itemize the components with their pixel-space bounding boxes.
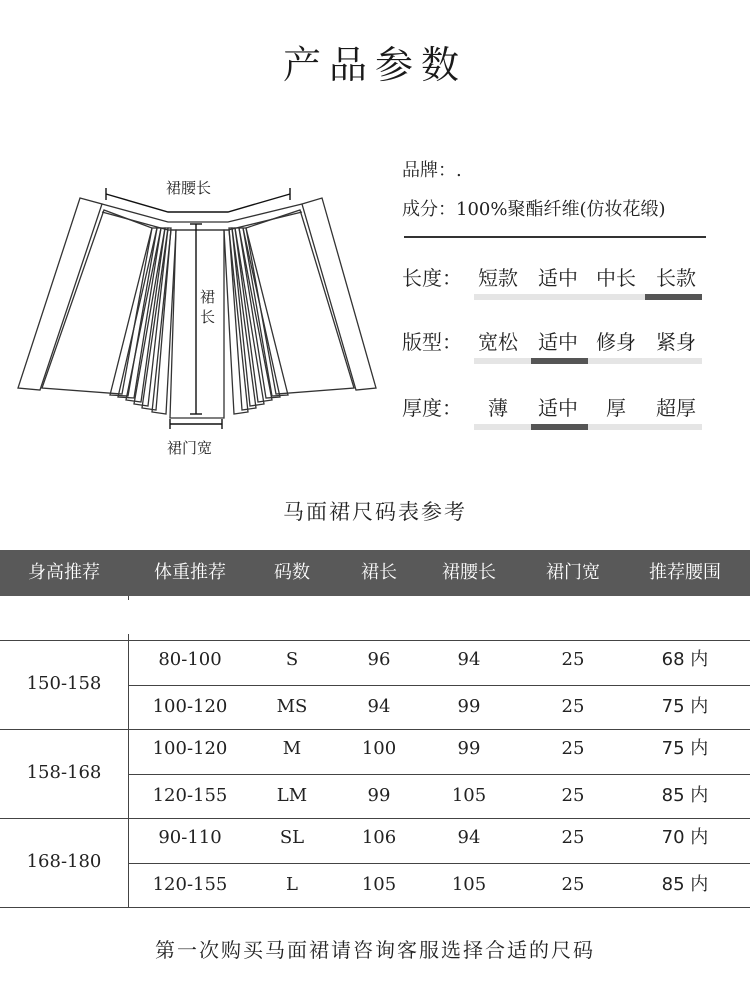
table-cell: 85 内 xyxy=(661,784,709,806)
table-cell: 68 内 xyxy=(661,649,709,670)
column-header: 推荐腰围 xyxy=(649,562,721,583)
table-cell: 99 xyxy=(367,784,391,806)
column-header: 裙腰长 xyxy=(442,562,496,583)
rating-selected-indicator xyxy=(645,294,702,300)
rating-option: 中长 xyxy=(596,266,636,290)
table-cell: 100-120 xyxy=(152,738,228,759)
table-cell: M xyxy=(282,738,302,759)
rating-option: 薄 xyxy=(488,396,508,420)
table-cell: 85 内 xyxy=(661,873,709,895)
page-title: 产品参数 xyxy=(282,43,467,87)
rating-option: 长款 xyxy=(656,266,696,290)
brand-value: . xyxy=(456,160,462,181)
table-cell: 25 xyxy=(561,827,585,848)
front-panel-width-label: 裙门宽 xyxy=(167,439,213,457)
table-cell: 105 xyxy=(451,784,487,806)
height-range-cell: 168-180 xyxy=(26,851,102,872)
table-cell: 25 xyxy=(561,738,585,759)
rating-option: 适中 xyxy=(538,396,578,420)
table-cell: 94 xyxy=(457,649,481,670)
table-cell: 25 xyxy=(561,649,585,670)
column-header: 裙长 xyxy=(361,562,397,583)
table-cell: 94 xyxy=(457,827,481,848)
brand-label: 品牌： xyxy=(402,160,456,181)
table-cell: MS xyxy=(276,695,308,717)
column-header: 身高推荐 xyxy=(28,562,100,583)
rating-scale-track xyxy=(474,294,702,300)
table-cell: L xyxy=(286,873,298,895)
rating-option: 厚 xyxy=(606,396,626,420)
size-chart-title: 马面裙尺码表参考 xyxy=(283,500,467,524)
rating-label: 版型： xyxy=(402,330,462,354)
rating-row-1 xyxy=(402,326,712,386)
waist-length-label: 裙腰长 xyxy=(166,179,212,197)
spec-divider xyxy=(404,236,706,238)
rating-label: 厚度： xyxy=(402,396,462,420)
rating-option: 修身 xyxy=(596,330,636,354)
material-line: 成分：100%聚酯纤维(仿妆花缎) xyxy=(402,199,666,220)
table-cell: 75 内 xyxy=(661,695,709,717)
rating-scale-track xyxy=(474,424,702,430)
rating-row-0 xyxy=(402,262,712,322)
size-table-header xyxy=(0,550,750,596)
column-header: 码数 xyxy=(274,562,310,583)
table-cell: 105 xyxy=(451,873,487,895)
table-cell: 75 内 xyxy=(661,738,709,759)
rating-option: 短款 xyxy=(478,266,518,290)
table-cell: 90-110 xyxy=(158,827,222,848)
rating-option: 超厚 xyxy=(656,396,696,420)
table-cell: 120-155 xyxy=(152,784,228,806)
rating-label: 长度： xyxy=(402,266,462,290)
group-divider xyxy=(0,907,750,908)
rating-row-2 xyxy=(402,392,712,452)
rating-scale-track xyxy=(474,358,702,364)
rating-selected-indicator xyxy=(531,424,588,430)
table-cell: 94 xyxy=(367,695,391,717)
table-cell: 70 内 xyxy=(661,827,709,848)
table-cell: 25 xyxy=(561,784,585,806)
skirt-length-label-bottom: 长 xyxy=(200,308,216,326)
table-cell: 25 xyxy=(561,873,585,895)
table-cell: 120-155 xyxy=(152,873,228,895)
rating-option: 适中 xyxy=(538,266,578,290)
skirt-length-label-top: 裙 xyxy=(200,288,216,306)
brand-line xyxy=(402,156,462,182)
table-cell: 106 xyxy=(361,827,397,848)
rating-option: 紧身 xyxy=(656,330,696,354)
table-cell: 99 xyxy=(457,738,481,759)
table-cell: 80-100 xyxy=(158,649,222,670)
footer-note: 第一次购买马面裙请咨询客服选择合适的尺码 xyxy=(155,938,595,962)
table-cell: 100-120 xyxy=(152,695,228,717)
rating-option: 宽松 xyxy=(478,330,518,354)
table-cell: SL xyxy=(279,827,305,848)
table-cell: 105 xyxy=(361,873,397,895)
height-range-cell: 150-158 xyxy=(26,673,102,694)
height-range-cell: 158-168 xyxy=(26,762,102,783)
table-cell: 25 xyxy=(561,695,585,717)
rating-selected-indicator xyxy=(531,358,588,364)
column-divider xyxy=(128,596,129,600)
table-cell: LM xyxy=(276,784,308,806)
column-header: 体重推荐 xyxy=(154,562,226,583)
column-header: 裙门宽 xyxy=(546,562,600,583)
table-cell: 96 xyxy=(367,649,391,670)
rating-option: 适中 xyxy=(538,330,578,354)
table-cell: 100 xyxy=(361,738,397,759)
table-cell: S xyxy=(285,649,299,670)
table-cell: 99 xyxy=(457,695,481,717)
